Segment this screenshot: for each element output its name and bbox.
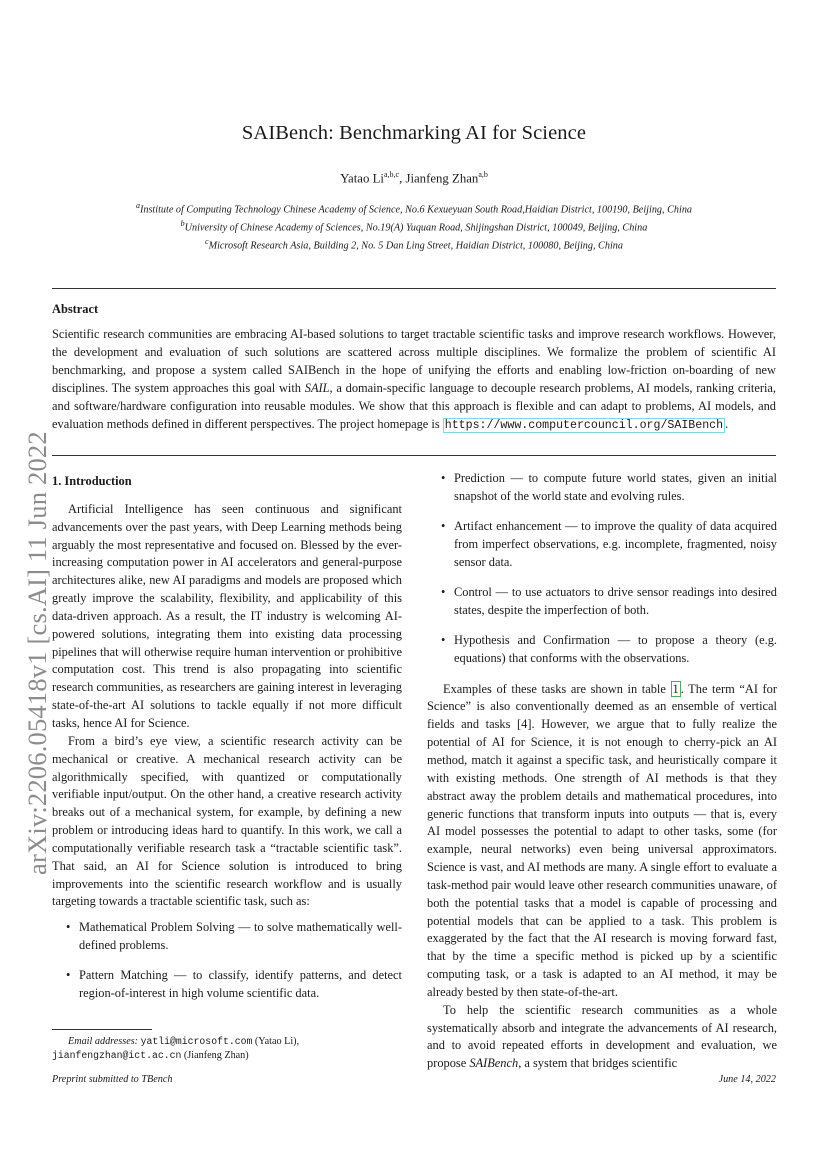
footer-date: June 14, 2022 (718, 1074, 776, 1085)
abstract-text-part: . (725, 416, 729, 431)
list-item (427, 632, 777, 668)
task-list (427, 470, 777, 668)
footnote-line (52, 1049, 402, 1063)
paragraph-text: . However, we argue that to fully realize the potential of AI for Science, it is not enough to cherry-pick an AI method, match it against a specific task, and heuristically compare it with existing methods. One strength of AI methods is that they abstract away the problem details and mathematical procedures, into generic functions that transform inputs into outputs — that is, every AI model possesses the potential to adapt to other tasks, some (for example, neural networks) even being universal approximators. Science is vast, and AI methods are many. A single effort to evaluate a task-method pair would leave other research communities unaware, of both the potential tasks that a model is capable of processing and potential models that can be applied to a task. This problem is exaggerated by the fact that the AI research is moving forward fast, that by the time a specific method is picked up by a scientific computing task, or a task is adapted to an AI method, it may be already bested by then state-of-the-art. (427, 717, 777, 999)
list-item (427, 518, 777, 572)
paragraph-text: Examples of these tasks are shown in table (443, 681, 671, 696)
list-item-text: Control — to use actuators to drive sensor readings into desired states, despite the imperfection of both. (454, 585, 777, 618)
abstract-top-rule (52, 288, 776, 289)
table-reference-link[interactable]: 1 (672, 681, 679, 696)
email-address: yatli@microsoft.com (140, 1036, 253, 1047)
paragraph (427, 1002, 777, 1073)
bullet-icon: • (441, 585, 446, 600)
footnote-label: Email addresses: (68, 1036, 139, 1047)
sail-term: SAIL (304, 380, 330, 395)
paragraph-text: To help the scientific research communities as a whole systematically absorb and integrate the advancements of AI research, and to avoid repeated efforts in development and evaluation, we propose (427, 1002, 777, 1071)
list-item-text: Mathematical Problem Solving — to solve mathematically well-defined problems. (79, 920, 402, 953)
affiliation-line (0, 217, 828, 235)
paragraph (427, 681, 777, 1002)
citation-link[interactable]: [4] (517, 717, 532, 732)
author-list (0, 170, 828, 186)
footnote (52, 1035, 402, 1063)
affiliation-text: Institute of Computing Technology Chinese Academy of Science, No.6 Kexueyuan South Road,Haidian District, 100190, Beijing, China (139, 204, 693, 216)
saibench-term: SAIBench (469, 1056, 519, 1071)
paragraph-text: . The term “AI for Science” is also conventionally deemed as an ensemble of vertical fields and tasks (427, 681, 778, 732)
affiliation-line (0, 199, 828, 217)
author-affiliation-marks: a,b (478, 170, 488, 179)
footnote-line (52, 1035, 402, 1049)
affiliation-text: Microsoft Research Asia, Building 2, No. 5 Dan Ling Street, Haidian District, 100080, Beijing, China (208, 240, 623, 252)
list-item (52, 967, 402, 1003)
abstract-heading: Abstract (52, 302, 99, 316)
paragraph: From a bird’s eye view, a scientific research activity can be mechanical or creative. A mechanical research activity can be algorithmically specified, with quantized or computationally verifiable input/output. On the other hand, a creative research activity breaks out of a mechanical system, for example, by defining a new problem or introducing ideas hard to quantify. In this work, we call a computationally verifiable research task a “tractable scientific task”. That said, an AI for Science solution is introduced to bring improvements into the scientific research workflow and is usually targeting towards a tractable scientific task, such as: (52, 733, 402, 909)
footnote-rule (52, 1029, 152, 1030)
paragraph-text: , a system that bridges scientific (518, 1056, 678, 1071)
email-address: jianfengzhan@ict.ac.cn (52, 1049, 182, 1061)
affiliation-line (0, 235, 828, 253)
left-column (52, 470, 402, 1015)
bullet-icon: • (441, 519, 446, 534)
author-name: Jianfeng Zhan (405, 171, 479, 186)
paper-title: SAIBench: Benchmarking AI for Science (241, 122, 587, 144)
list-item (427, 584, 777, 620)
author-name: Yatao Li (340, 171, 384, 186)
bullet-icon: • (441, 471, 446, 485)
abstract-body (52, 326, 776, 434)
bullet-icon: • (66, 920, 71, 935)
footnote-name: (Jianfeng Zhan) (181, 1049, 249, 1061)
list-item-text: Prediction — to compute future world states, given an initial snapshot of the world state and evolving rules. (454, 471, 777, 503)
list-item-text: Pattern Matching — to classify, identify patterns, and detect region-of-interest in high volume scientific data. (79, 967, 402, 1000)
arxiv-identifier: arXiv:2206.05418v1 [cs.AI] 11 Jun 2022 (22, 431, 52, 875)
author-separator: , (399, 171, 406, 186)
paragraph: Artificial Intelligence has seen continuous and significant advancements over the past years, with Deep Learning methods being arguably the most representative and focused on. Blessed by the ever-increasing computation power in AI accelerators and general-purpose architectures alike, new AI paradigms and models are proposed which greatly improve the scalability, flexibility, and applicability of this data-driven approach. As a result, the IT industry is welcoming AI-powered solutions, integrating them into existing data processing pipelines that will otherwise require human intervention or prohibitive computation cost. This trend is also propagating into scientific research communities, as researchers are gaining interest in leveraging state-of-the-art AI solutions to tackle equally if not more difficult tasks, hence AI for Science. (52, 501, 402, 730)
list-item (427, 470, 777, 506)
affiliation-mark: c (205, 236, 209, 246)
task-list (52, 919, 402, 1002)
list-item-text: Hypothesis and Confirmation — to propose a theory (e.g. equations) that conforms with the observations. (454, 633, 777, 666)
abstract-text-part: , a domain-specific language to decouple research problems, AI models, ranking criteria, and software/hardware configuration into reusable modules. We show that this approach is flexible and can adapt to problems, AI models, and evaluation methods defined in different perspectives. The project homepage is (52, 380, 777, 431)
footer-submission-note: Preprint submitted to TBench (52, 1074, 173, 1085)
affiliation-mark: b (180, 218, 185, 228)
section-heading-introduction: 1. Introduction (52, 474, 132, 488)
list-item-text: Artifact enhancement — to improve the quality of data acquired from imperfect observations, e.g. incomplete, fragmented, noisy sensor data. (454, 519, 777, 569)
list-item (52, 919, 402, 955)
abstract-text-part: Scientific research communities are embracing AI-based solutions to target tractable scientific tasks and improve research workflows. However, the development and evaluation of such solutions are scattered across multiple disciplines. We formalize the problem of scientific AI benchmarking, and propose a system called SAIBench in the hope of unifying the efforts and enabling low-friction on-boarding of new disciplines. The system approaches this goal with (52, 327, 776, 395)
project-homepage-link[interactable]: https://www.computercouncil.org/SAIBench (444, 418, 724, 432)
footnote-name: (Yatao Li), (252, 1036, 300, 1047)
bullet-icon: • (66, 967, 71, 982)
affiliation-mark: a (135, 201, 140, 210)
bullet-icon: • (441, 633, 446, 648)
affiliations (0, 199, 828, 253)
abstract-bottom-rule (52, 455, 776, 456)
affiliation-text: University of Chinese Academy of Sciences, No.19(A) Yuquan Road, Shijingshan District, 100049, Beijing, China (184, 222, 648, 234)
author-affiliation-marks: a,b,c (383, 170, 400, 179)
right-column (427, 470, 777, 1073)
